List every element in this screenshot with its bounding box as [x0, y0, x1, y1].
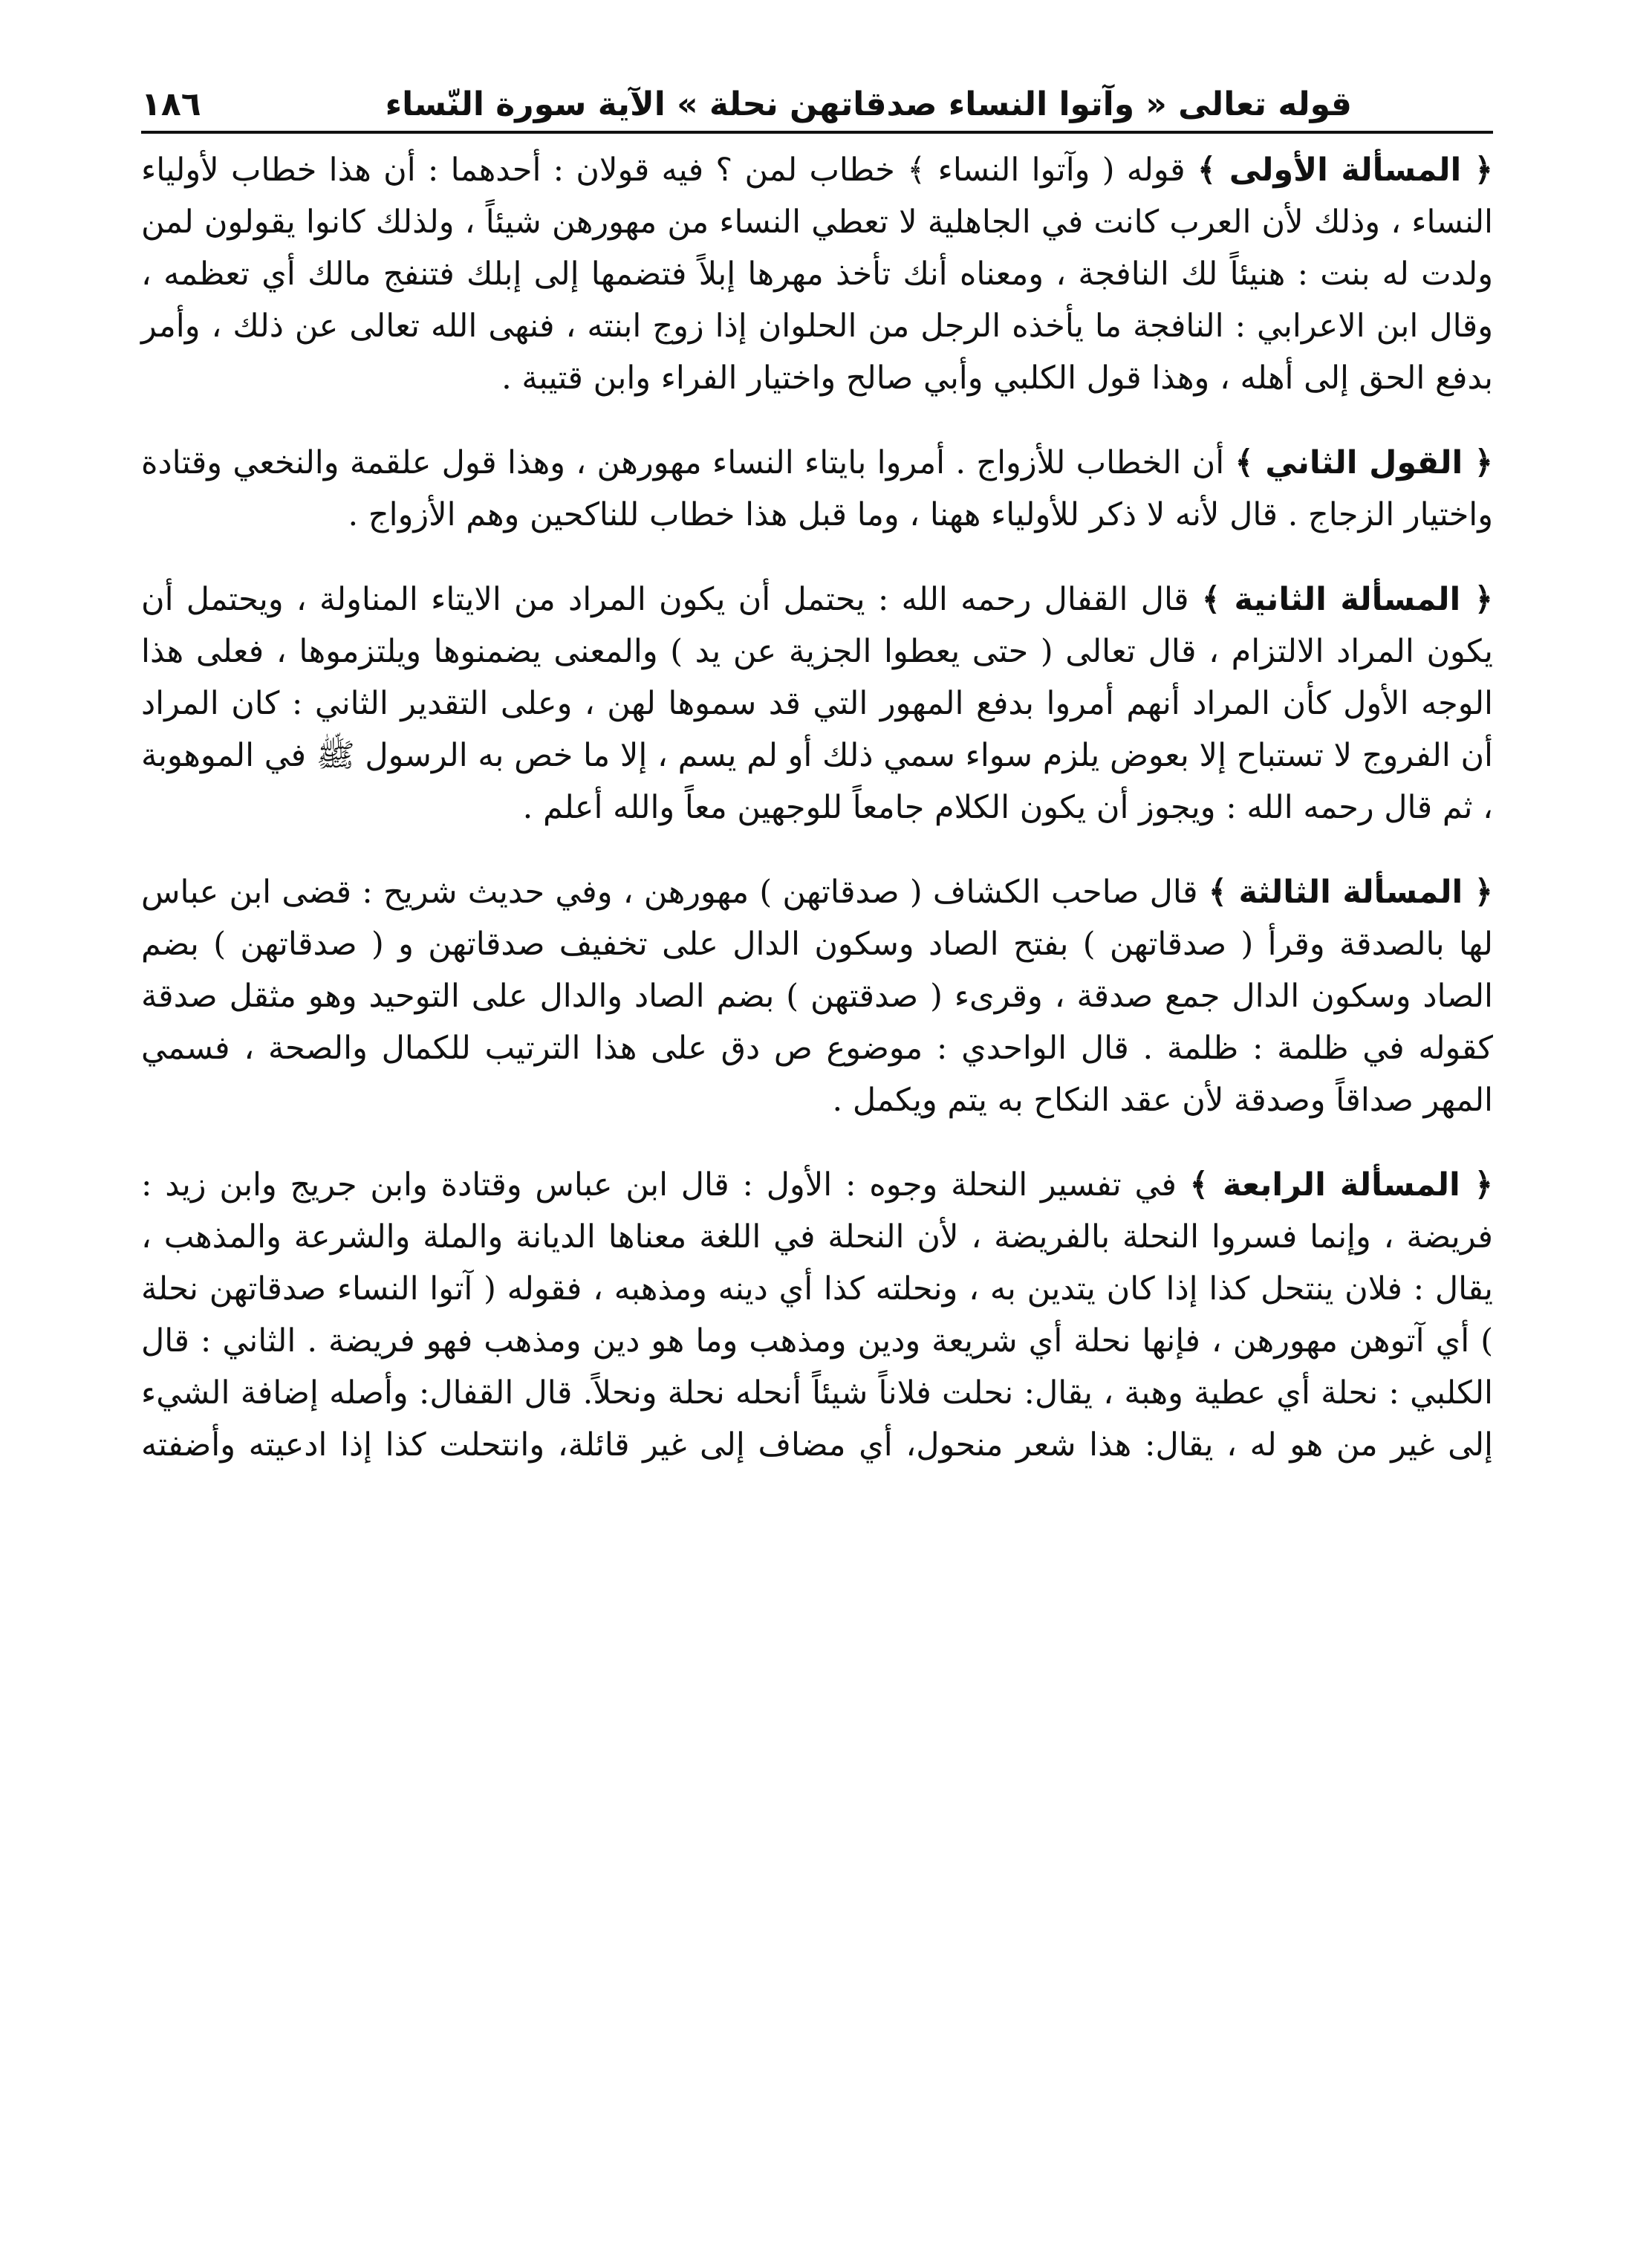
- paragraph-second-opinion: [141, 437, 1493, 541]
- paragraph-text: أن الخطاب للأزواج . أمروا بايتاء النساء مهورهن ، وهذا قول علقمة والنخعي وقتادة واختيار الزجاج . قال لأنه لا ذكر للأولياء ههنا ، وما قبل هذا خطاب للناكحين وهم الأزواج .: [141, 444, 1493, 533]
- paragraph-text: قال صاحب الكشاف ( صدقاتهن ) مهورهن ، وفي حديث شريح : قضى ابن عباس لها بالصدقة وقرأ ( صدقاتهن ) بفتح الصاد وسكون الدال على تخفيف صدقاتهن و ( صدقاتهن ) بضم الصاد وسكون الدال جمع صدقة ، وقرىء ( صدقتهن ) بضم الصاد والدال على التوحيد وهو مثقل صدقة كقوله في ظلمة : ظلمة . قال الواحدي : موضوع ص دق على هذا الترتيب للكمال والصحة ، فسمي المهر صداقاً وصدقة لأن عقد النكاح به يتم ويكمل .: [141, 874, 1493, 1119]
- paragraph-text: قال القفال رحمه الله : يحتمل أن يكون المراد من الايتاء المناولة ، ويحتمل أن يكون المراد الالتزام ، قال تعالى ( حتى يعطوا الجزية عن يد ) والمعنى يضمنوها ويلتزموها ، فعلى هذا الوجه الأول كأن المراد أنهم أمروا بدفع المهور التي قد سموها لهن ، وعلى التقدير الثاني : كان المراد أن الفروج لا تستباح إلا بعوض يلزم سواء سمي ذلك أو لم يسم ، إلا ما خص به الرسول ﷺ في الموهوبة ، ثم قال رحمه الله : ويجوز أن يكون الكلام جامعاً للوجهين معاً والله أعلم .: [141, 581, 1493, 826]
- running-header: [141, 67, 1493, 125]
- paragraph-heading: ﴿ المسألة الرابعة ﴾: [1189, 1166, 1493, 1204]
- paragraph-heading: ﴿ المسألة الثالثة ﴾: [1208, 874, 1494, 911]
- paragraph-issue-1: [141, 144, 1493, 404]
- header-rule: [141, 131, 1493, 134]
- paragraph-heading: ﴿ المسألة الأولى ﴾: [1197, 152, 1494, 189]
- paragraph-issue-3: [141, 866, 1493, 1126]
- paragraph-text: قوله ( وآتوا النساء ﴾ خطاب لمن ؟ فيه قولان : أحدهما : أن هذا خطاب لأولياء النساء ، وذلك لأن العرب كانت في الجاهلية لا تعطي النساء من مهورهن شيئاً ، ولذلك كانوا يقولون لمن ولدت له بنت : هنيئاً لك النافجة ، ومعناه أنك تأخذ مهرها إبلاً فتضمها إلى إبلك فتنفج مالك أي تعظمه ، وقال ابن الاعرابي : النافجة ما يأخذه الرجل من الحلوان إذا زوج ابنته ، فنهى الله تعالى عن ذلك ، وأمر بدفع الحق إلى أهله ، وهذا قول الكلبي وأبي صالح واختيار الفراء وابن قتيبة .: [141, 152, 1493, 397]
- paragraph-text: في تفسير النحلة وجوه : الأول : قال ابن عباس وقتادة وابن جريج وابن زيد : فريضة ، وإنما فسروا النحلة بالفريضة ، لأن النحلة في اللغة معناها الديانة والملة والشرعة والمذهب ، يقال : فلان ينتحل كذا إذا كان يتدين به ، ونحلته كذا أي دينه ومذهبه ، فقوله ( آتوا النساء صدقاتهن نحلة ) أي آتوهن مهورهن ، فإنها نحلة أي شريعة ودين ومذهب وما هو دين ومذهب فهو فريضة . الثاني : قال الكلبي : نحلة أي عطية وهبة ، يقال: نحلت فلاناً شيئاً أنحله نحلة ونحلاً. قال القفال: وأصله إضافة الشيء إلى غير من هو له ، يقال: هذا شعر منحول، أي مضاف إلى غير قائلة، وانتحلت كذا إذا ادعيته وأضفته: [141, 1166, 1493, 1464]
- paragraph-issue-4: [141, 1159, 1493, 1471]
- page-number: ١٨٦: [141, 85, 201, 124]
- paragraph-heading: ﴿ المسألة الثانية ﴾: [1201, 581, 1493, 618]
- paragraph-issue-2: [141, 574, 1493, 834]
- page-body: [141, 144, 1493, 1471]
- paragraph-heading: ﴿ القول الثاني ﴾: [1235, 444, 1494, 481]
- running-header-title: قوله تعالى « وآتوا النساء صدقاتهن نحلة » الآية سورة النّساء: [385, 85, 1352, 124]
- book-page: [141, 67, 1493, 2206]
